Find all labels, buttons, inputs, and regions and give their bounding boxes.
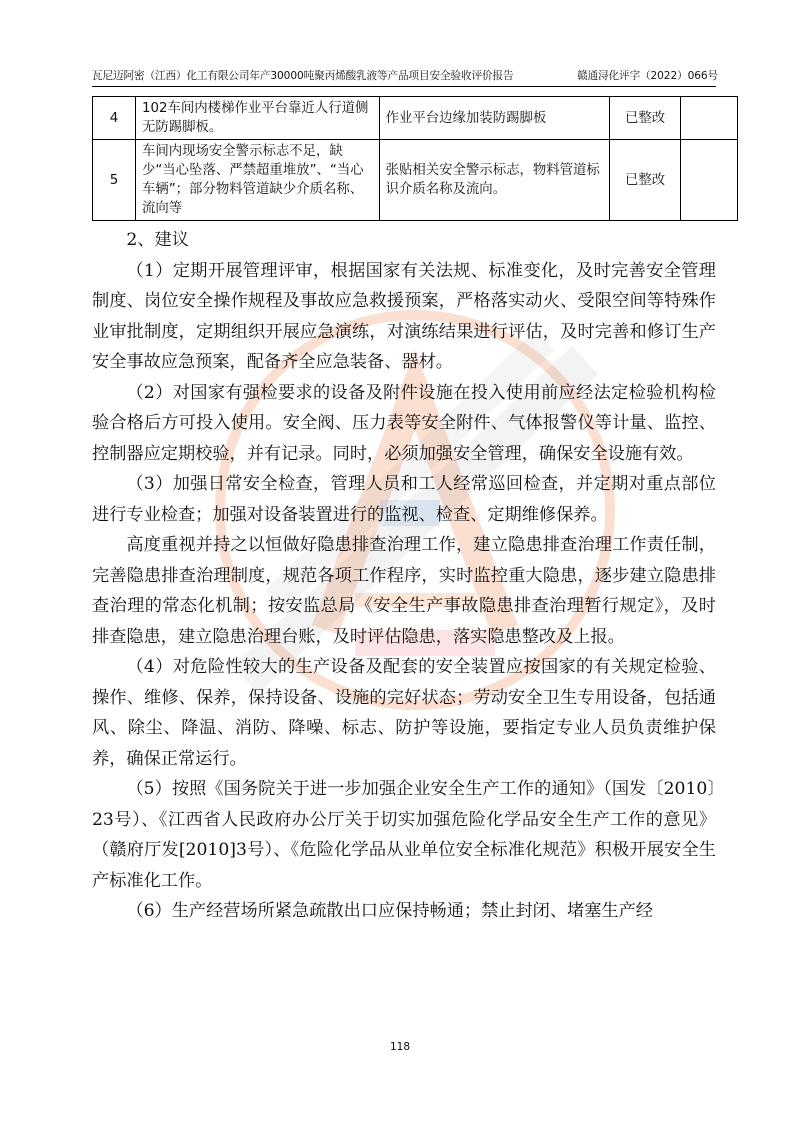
paragraph: （3）加强日常安全检查，管理人员和工人经常巡回检查，并定期对重点部位进行专业检查；加强对设备装置进行的监视、检查、定期维修保养。 [92,474,716,525]
row-number: 5 [93,140,136,221]
recommendations-section [92,225,716,927]
table-row [93,140,738,221]
measure-cell: 作业平台边缘加装防踢脚板 [379,97,610,140]
row-number: 4 [93,97,136,140]
header-report-number: 赣通浔化评字（2022）066号 [577,70,718,82]
header-rule [92,86,716,87]
status-cell: 已整改 [610,140,681,221]
blank-cell [681,97,738,140]
page-number: 118 [389,1041,411,1053]
rectification-table [92,96,738,221]
paragraph: （4）对危险性较大的生产设备及配套的安全装置应按国家的有关规定检验、操作、维修、保养，保持设备、设施的完好状态；劳动安全卫生专用设备，包括通风、除尘、降温、消防、降噪、标志、防护等设施，要指定专业人员负责维护保养，确保正常运行。 [92,657,716,769]
issue-cell: 102车间内楼梯作业平台靠近人行道侧无防踢脚板。 [135,97,379,140]
section-heading: 2、建议 [126,230,189,250]
paragraph: （2）对国家有强检要求的设备及附件设施在投入使用前应经法定检验机构检验合格后方可投入使用。安全阀、压力表等安全附件、气体报警仪等计量、监控、控制器应定期校验，并有记录。同时，必须加强安全管理，确保安全设施有效。 [92,382,716,464]
issue-cell: 车间内现场安全警示标志不足，缺少“当心坠落、严禁超重堆放”、“当心车辆”；部分物料管道缺少介质名称、流向等 [135,140,379,221]
paragraph: （6）生产经营场所紧急疏散出口应保持畅通；禁止封闭、堵塞生产经 [126,901,653,921]
measure-cell: 张贴相关安全警示标志，物料管道标识介质名称及流向。 [379,140,610,221]
paragraph: （5）按照《国务院关于进一步加强企业安全生产工作的通知》（国发〔2010〕23号）、《江西省人民政府办公厅关于切实加强危险化学品安全生产工作的意见》（赣府厅发[2010]3号）、《危险化学品从业单位安全标准化规范》积极开展安全生产标准化工作。 [92,779,716,891]
status-cell: 已整改 [610,97,681,140]
table-row [93,97,738,140]
header-report-title: 瓦尼迈阿密（江西）化工有限公司年产30000吨聚丙烯酸乳液等产品项目安全验收评价报告 [92,70,514,82]
blank-cell [681,140,738,221]
paragraph: （1）定期开展管理评审，根据国家有关法规、标准变化，及时完善安全管理制度、岗位安全操作规程及事故应急救援预案，严格落实动火、受限空间等特殊作业审批制度，定期组织开展应急演练，对演练结果进行评估，及时完善和修订生产安全事故应急预案，配备齐全应急装备、器材。 [92,260,716,372]
paragraph: 高度重视并持之以恒做好隐患排查治理工作，建立隐患排查治理工作责任制，完善隐患排查治理制度，规范各项工作程序，实时监控重大隐患，逐步建立隐患排查治理的常态化机制；按安监总局《安全生产事故隐患排查治理暂行规定》，及时排查隐患，建立隐患治理台账，及时评估隐患，落实隐患整改及上报。 [92,535,716,647]
